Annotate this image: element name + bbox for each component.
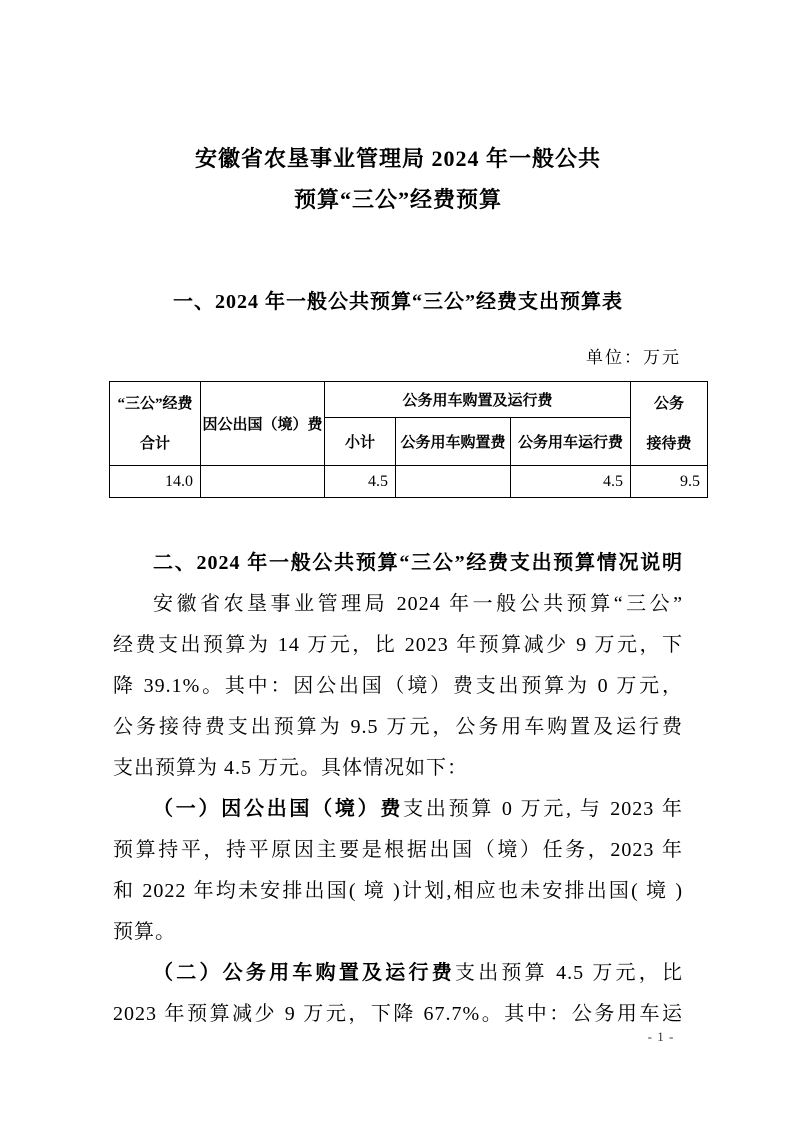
paragraph-lead: （二）公务用车购置及运行费 bbox=[153, 962, 455, 984]
budget-table bbox=[109, 381, 708, 498]
header-cell-vehicle-operation: 公务用车运行费 bbox=[511, 418, 631, 466]
value-vehicle-purchase bbox=[396, 466, 511, 498]
paragraph-text: 支出预算 4.5 万元，比 bbox=[454, 962, 684, 984]
value-reception: 9.5 bbox=[631, 466, 708, 498]
body-line bbox=[113, 953, 683, 994]
body-line: 降 39.1%。其中：因公出国（境）费支出预算为 0 万元， bbox=[113, 675, 683, 697]
document-title-line1: 安徽省农垦事业管理局 2024 年一般公共 bbox=[194, 146, 601, 171]
section1-heading: 一、2024 年一般公共预算“三公”经费支出预算表 bbox=[173, 291, 623, 313]
document-title-line2: 预算“三公”经费预算 bbox=[293, 187, 502, 212]
value-vehicle-subtotal: 4.5 bbox=[325, 466, 396, 498]
table-row bbox=[110, 466, 708, 498]
body-line: 2023 年预算减少 9 万元，下降 67.7%。其中：公务用车运 bbox=[113, 1003, 683, 1025]
page-number: - 1 - bbox=[647, 1029, 675, 1044]
body-line: 公务接待费支出预算为 9.5 万元，公务用车购置及运行费 bbox=[113, 716, 683, 738]
body-line: 预算持平，持平原因主要是根据出国（境）任务，2023 年 bbox=[113, 839, 683, 861]
document-title bbox=[113, 0, 683, 220]
header-cell-abroad: 因公出国（境）费 bbox=[201, 382, 325, 466]
header-total-line1: “三公”经费 bbox=[117, 395, 193, 412]
header-cell-vehicle-purchase: 公务用车购置费 bbox=[396, 418, 511, 466]
header-cell-total bbox=[110, 382, 201, 466]
value-total: 14.0 bbox=[110, 466, 201, 498]
body-line: 预算。 bbox=[113, 921, 176, 943]
section2-heading: 二、2024 年一般公共预算“三公”经费支出预算情况说明 bbox=[153, 552, 683, 574]
body-line: 经费支出预算为 14 万元，比 2023 年预算减少 9 万元，下 bbox=[113, 634, 683, 656]
value-abroad bbox=[201, 466, 325, 498]
body-line: 和 2022 年均未安排出国( 境 )计划,相应也未安排出国( 境 ) bbox=[113, 880, 683, 902]
document-content bbox=[113, 0, 701, 1035]
body-line: 支出预算为 4.5 万元。具体情况如下： bbox=[113, 757, 468, 779]
body-line: 安徽省农垦事业管理局 2024 年一般公共预算“三公” bbox=[153, 593, 683, 615]
header-total-line2: 合计 bbox=[139, 435, 170, 452]
paragraph-text: 支出预算 0 万元, 与 2023 年 bbox=[403, 798, 684, 820]
body-line bbox=[113, 789, 683, 830]
paragraph-lead: （一）因公出国（境）费 bbox=[153, 798, 404, 820]
header-cell-reception bbox=[631, 382, 708, 466]
header-reception-line2: 接待费 bbox=[646, 435, 692, 452]
value-vehicle-operation: 4.5 bbox=[511, 466, 631, 498]
header-cell-vehicle-group: 公务用车购置及运行费 bbox=[325, 382, 631, 418]
header-cell-vehicle-subtotal: 小计 bbox=[325, 418, 396, 466]
unit-note: 单位：万元 bbox=[586, 348, 681, 367]
body-text bbox=[113, 543, 683, 1035]
header-reception-line1: 公务 bbox=[654, 395, 685, 412]
